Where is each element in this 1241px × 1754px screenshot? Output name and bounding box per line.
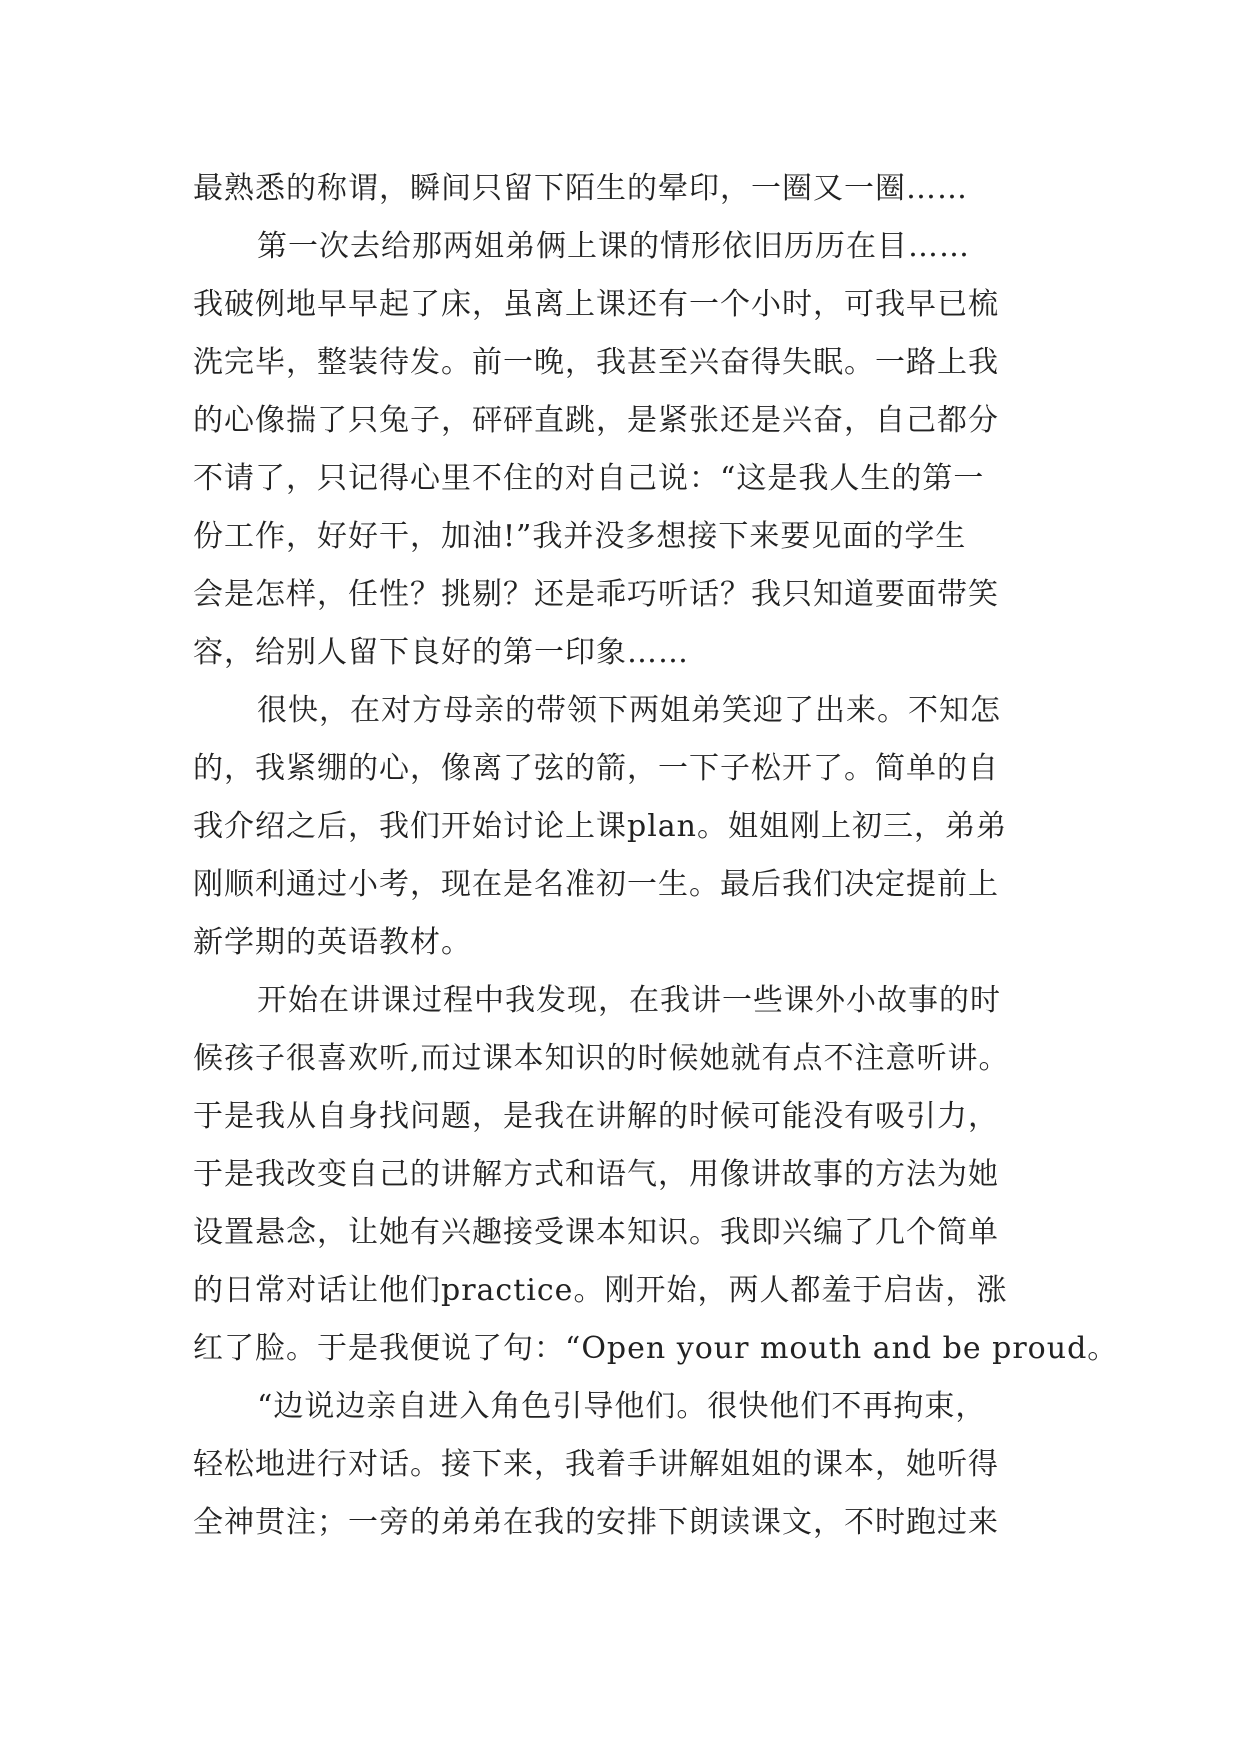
paragraph-start-line: 第一次去给那两姐弟俩上课的情形依旧历历在目…… [257,229,970,264]
text-line: 轻松地进行对话。接下来，我着手讲解姐姐的课本，她听得 [193,1447,999,1482]
text-line: 我破例地早早起了床，虽离上课还有一个小时，可我早已梳 [193,287,999,322]
text-line: 最熟悉的称谓，瞬间只留下陌生的晕印，一圈又一圈…… [193,171,968,206]
text-line: 我介绍之后，我们开始讨论上课plan。姐姐刚上初三，弟弟 [193,809,1008,844]
paragraph-start-line: 很快，在对方母亲的带领下两姐弟笑迎了出来。不知怎 [257,693,1001,728]
text-line: 的，我紧绷的心，像离了弦的箭，一下子松开了。简单的自 [193,751,999,786]
text-line: 份工作，好好干，加油!”我并没多想接下来要见面的学生 [193,519,967,554]
text-line: 候孩子很喜欢听,而过课本知识的时候她就有点不注意听讲。 [193,1041,1010,1076]
text-line: 不请了，只记得心里不住的对自己说：“这是我人生的第一 [193,461,985,496]
text-line: 的心像揣了只兔子，砰砰直跳，是紧张还是兴奋，自己都分 [193,403,999,438]
text-line: 设置悬念，让她有兴趣接受课本知识。我即兴编了几个简单 [193,1215,999,1250]
document-body [193,160,1119,1552]
text-line: 于是我改变自己的讲解方式和语气，用像讲故事的方法为她 [193,1157,999,1192]
text-line: 红了脸。于是我便说了句：“Open your mouth and be proud。 [193,1331,1119,1366]
text-line: 会是怎样，任性？挑剔？还是乖巧听话？我只知道要面带笑 [193,577,999,612]
text-line: 于是我从自身找问题，是我在讲解的时候可能没有吸引力， [193,1099,999,1134]
text-line: 洗完毕，整装待发。前一晚，我甚至兴奋得失眠。一路上我 [193,345,999,380]
text-line: 的日常对话让他们practice。刚开始，两人都羞于启齿，涨 [193,1273,1008,1308]
text-line: 容，给别人留下良好的第一印象…… [193,635,689,670]
text-line: 新学期的英语教材。 [193,925,472,960]
text-line: 刚顺利通过小考，现在是名准初一生。最后我们决定提前上 [193,867,999,902]
text-line: 全神贯注；一旁的弟弟在我的安排下朗读课文，不时跑过来 [193,1505,999,1540]
paragraph-start-line: “边说边亲自进入角色引导他们。很快他们不再拘束， [257,1389,987,1424]
paragraph-start-line: 开始在讲课过程中我发现，在我讲一些课外小故事的时 [257,983,1001,1018]
